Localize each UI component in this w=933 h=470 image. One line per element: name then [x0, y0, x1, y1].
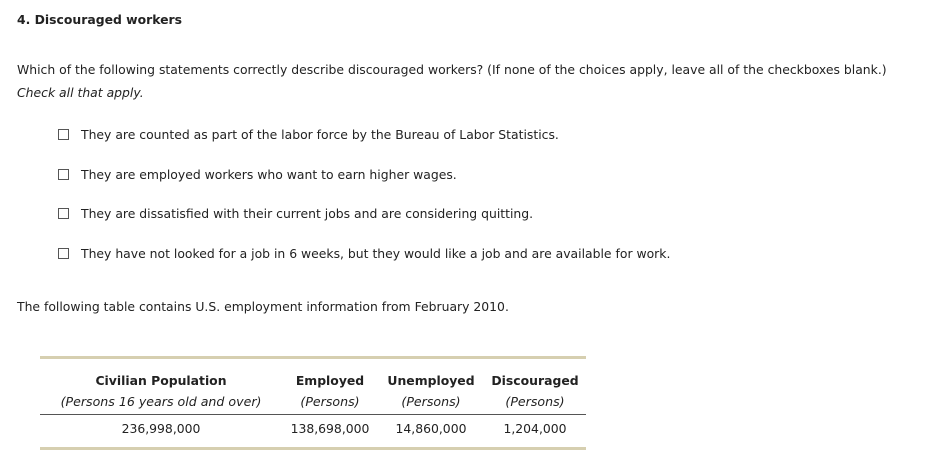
choice-3-checkbox[interactable]	[58, 208, 69, 219]
table-bottom-rule	[40, 447, 586, 450]
header-employed: Employed	[295, 372, 365, 388]
choice-1-label[interactable]: They are counted as part of the labor force by the Bureau of Labor Statistics.	[81, 126, 559, 142]
choice-1-checkbox[interactable]	[58, 129, 69, 140]
choice-1[interactable]	[58, 126, 559, 142]
prompt-text: Which of the following statements correctly describe discouraged workers? (If none of the choices apply, leave all of the checkboxes blank.)	[17, 62, 887, 77]
question-title: 4. Discouraged workers	[17, 12, 183, 27]
subheader-employed: (Persons)	[300, 393, 360, 409]
choice-3[interactable]	[58, 205, 533, 221]
header-unemployed: Unemployed	[387, 372, 475, 388]
prompt-instruction: Check all that apply.	[17, 85, 144, 100]
choice-2-checkbox[interactable]	[58, 169, 69, 180]
choice-2-label[interactable]: They are employed workers who want to earn higher wages.	[81, 166, 457, 182]
employment-table	[40, 356, 586, 450]
table-subheader-row	[40, 390, 586, 412]
table-top-rule	[40, 356, 586, 359]
table-row	[40, 415, 586, 441]
cell-unemployed: 14,860,000	[395, 420, 467, 436]
cell-civilian-population: 236,998,000	[121, 420, 201, 436]
subheader-civilian-population: (Persons 16 years old and over)	[60, 393, 262, 409]
table-intro: The following table contains U.S. employment information from February 2010.	[17, 299, 509, 314]
choice-4-label[interactable]: They have not looked for a job in 6 weeks, but they would like a job and are available for work.	[81, 245, 671, 261]
header-civilian-population: Civilian Population	[95, 372, 227, 388]
choice-4-checkbox[interactable]	[58, 248, 69, 259]
header-discouraged: Discouraged	[491, 372, 579, 388]
cell-employed: 138,698,000	[290, 420, 370, 436]
choice-3-label[interactable]: They are dissatisfied with their current jobs and are considering quitting.	[81, 205, 534, 221]
cell-discouraged: 1,204,000	[503, 420, 567, 436]
question-prompt	[17, 58, 917, 104]
table-header-row	[40, 370, 586, 390]
choice-4[interactable]	[58, 245, 670, 261]
subheader-unemployed: (Persons)	[401, 393, 461, 409]
choice-2[interactable]	[58, 166, 457, 182]
subheader-discouraged: (Persons)	[505, 393, 565, 409]
